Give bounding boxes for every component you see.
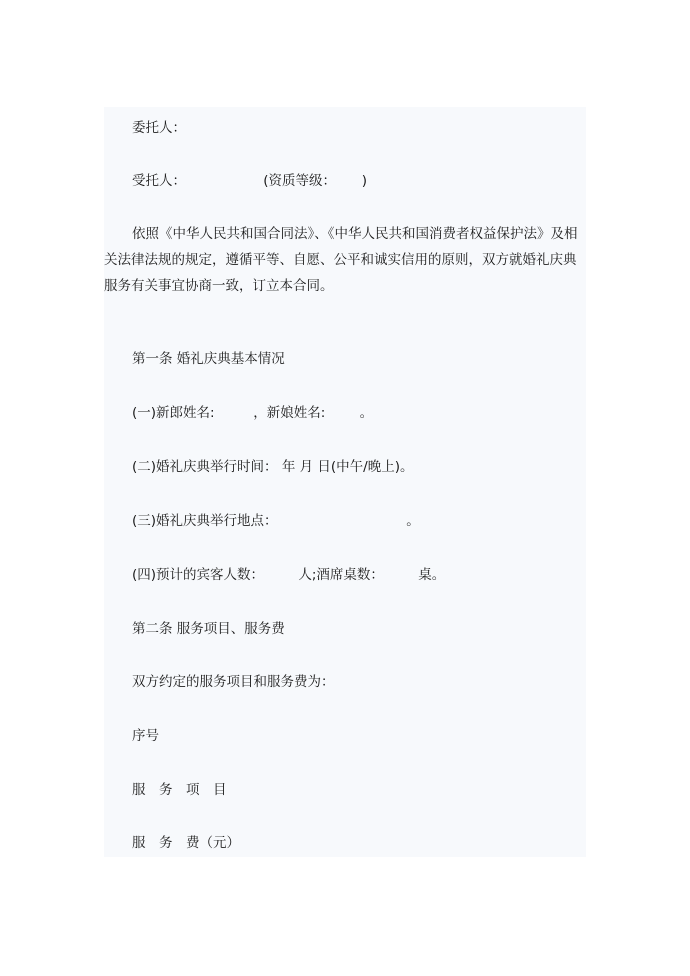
- article-1-heading: 第一条 婚礼庆典基本情况: [132, 351, 285, 367]
- client-line: 委托人：: [132, 120, 186, 136]
- contract-text-block: [104, 107, 586, 857]
- guest-count-line: (四)预计的宾客人数： 人;酒席桌数： 桌。: [132, 567, 446, 583]
- table-header-service-fee: 服 务 费（元）: [132, 835, 240, 851]
- preamble-paragraph: 依照《中华人民共和国合同法》、《中华人民共和国消费者权益保护法》及相关法律法规的规定，遵循平等、自愿、公平和诚实信用的原则，双方就婚礼庆典服务有关事宜协商一致，订立本合同。: [104, 226, 578, 294]
- contractor-line: 受托人： (资质等级： ): [132, 173, 368, 189]
- service-intro-line: 双方约定的服务项目和服务费为：: [132, 674, 335, 690]
- table-header-service-item: 服 务 项 目: [132, 782, 227, 798]
- ceremony-venue-line: (三)婚礼庆典举行地点： 。: [132, 513, 420, 529]
- groom-bride-line: (一)新郎姓名: ，新娘姓名: 。: [132, 405, 374, 421]
- table-header-index: 序号: [132, 728, 159, 744]
- ceremony-time-line: (二)婚礼庆典举行时间： 年 月 日(中午/晚上)。: [132, 459, 414, 475]
- article-2-heading: 第二条 服务项目、服务费: [132, 621, 285, 637]
